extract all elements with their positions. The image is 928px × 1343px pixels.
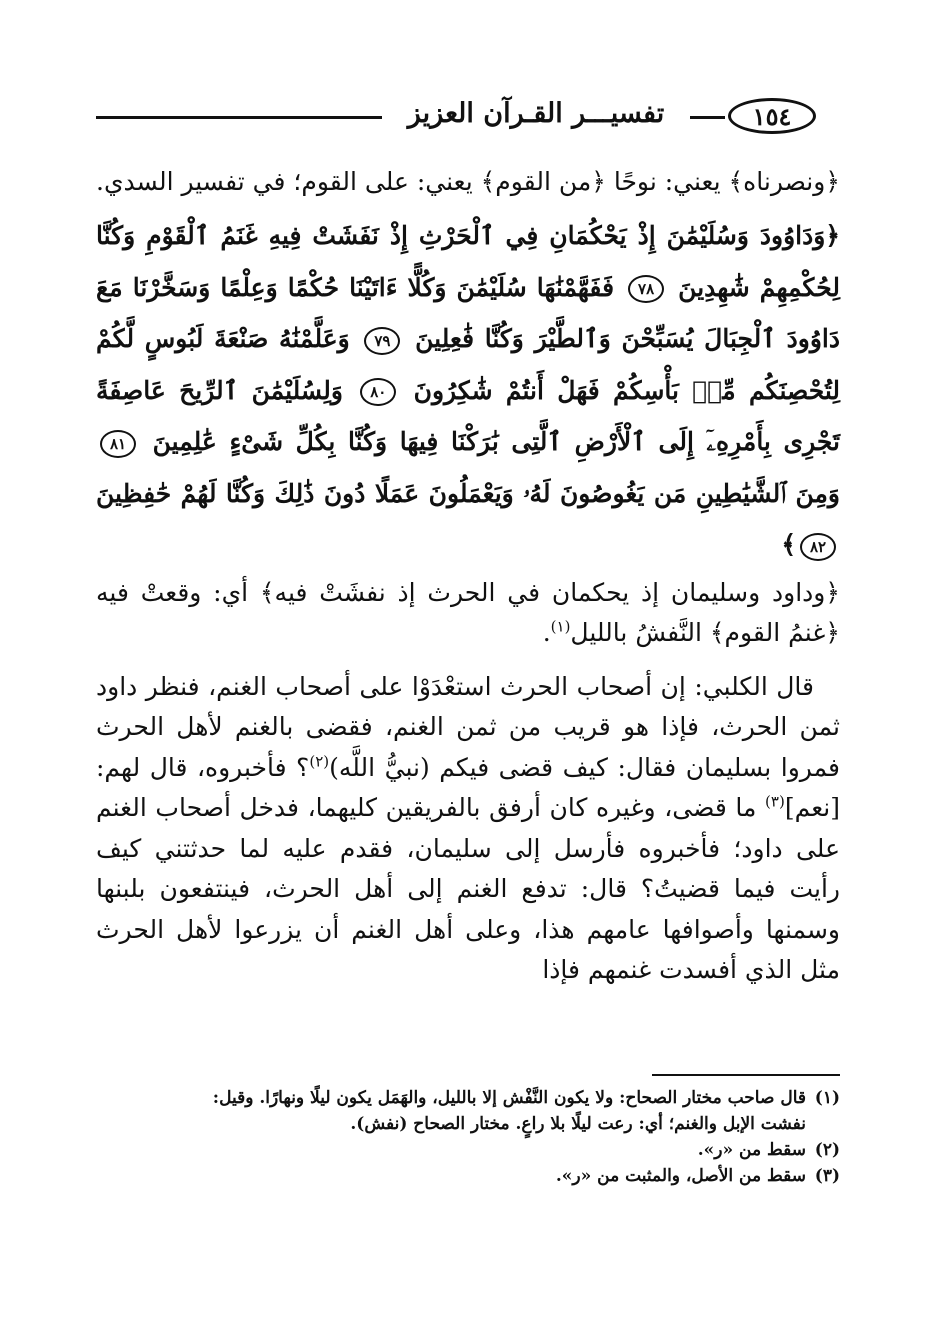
footnote-1-number: (١)	[814, 1088, 840, 1108]
footnote-3-number: (٣)	[814, 1166, 840, 1186]
paragraph-commentary	[96, 573, 840, 653]
ayah-marker-79: ٧٩	[364, 327, 400, 355]
footnotes	[96, 1085, 840, 1189]
footnote-2	[96, 1137, 840, 1163]
quran-close-brace: ﴾	[781, 530, 796, 559]
footnote-1-text: قال صاحب مختار الصحاح: ولا يكون النَّفْش إلا بالليل، والهَمَل يكون ليلًا ونهارًا. وقيل:	[212, 1088, 806, 1108]
paragraph-intro: ﴿ونصرناه﴾ يعني: نوحًا ﴿من القوم﴾ يعني: على القوم؛ في تفسير السدي.	[96, 167, 840, 196]
footnote-3-text: سقط من الأصل، والمثبت من «ر».	[555, 1166, 806, 1186]
kalbi-text-b: ؟ فأخبروه، قال لهم: [نعم]	[96, 752, 840, 822]
quran-open-brace: ﴿	[825, 221, 840, 250]
quran-passage	[96, 210, 840, 571]
footnote-3	[96, 1163, 840, 1189]
footnote-ref-2: (٢)	[309, 752, 330, 771]
ayah-marker-78: ٧٨	[628, 275, 664, 303]
ayah-marker-80: ٨٠	[360, 378, 396, 406]
commentary-text: ﴿وداود وسليمان إذ يحكمان في الحرث إذ نفشَتْ فيه﴾ أي: وقعتْ فيه ﴿غنمُ القوم﴾ النَّفشُ بالليل	[96, 577, 840, 647]
header-rule-right	[690, 116, 725, 119]
footnote-2-text: سقط من «ر».	[697, 1140, 806, 1160]
footnote-separator	[652, 1074, 840, 1076]
kalbi-text-a: قال الكلبي: إن أصحاب الحرث استعْدَوْا على أصحاب الغنم، فنظر داود ثمن الحرث، فإذا هو قريب من ثمن الغنم، فقضى بالغنم لأهل الحرث فمروا بسليمان فقال: كيف قضى فيكم (نبيُّ اللَّه)	[96, 671, 840, 782]
footnote-2-number: (٢)	[814, 1140, 840, 1160]
header-rule-left	[96, 116, 140, 119]
book-page	[96, 88, 840, 1318]
quran-verse-78: وَدَاوُودَ وَسُلَيْمَٰنَ إِذْ يَحْكُمَانِ فِي ٱلْحَرْثِ إِذْ نَفَشَتْ فِيهِ غَنَمُ ٱلْقَوْمِ وَكُنَّا لِحُكْمِهِمْ شَٰهِدِينَ	[96, 221, 840, 302]
commentary-end: .	[542, 617, 551, 647]
paragraph-kalbi	[96, 667, 840, 991]
footnote-ref-1: (١)	[550, 617, 571, 636]
ayah-marker-81: ٨١	[100, 430, 136, 458]
quran-verse-82: وَمِنَ ٱلشَّيَٰطِينِ مَن يَغُوصُونَ لَهُۥ وَيَعْمَلُونَ عَمَلًا دُونَ ذَٰلِكَ وَكُنَّا لَهُمْ حَٰفِظِينَ	[96, 478, 840, 508]
footnote-1-continuation: نفشت الإبل والغنم؛ أي: رعت ليلًا بلا راعٍ. مختار الصحاح (نفش).	[350, 1114, 806, 1134]
footnote-ref-3: (٣)	[765, 792, 785, 811]
quran-verse-79: فَفَهَّمْنَٰهَا سُلَيْمَٰنَ وَكُلًّا ءَاتَيْنَا حُكْمًا وَعِلْمًا وَسَخَّرْنَا مَعَ دَاوُودَ ٱلْجِبَالَ يُسَبِّحْنَ وَٱلطَّيْرَ وَكُنَّا فَٰعِلِينَ	[96, 272, 840, 353]
quran-verse-81: وَلِسُلَيْمَٰنَ ٱلرِّيحَ عَاصِفَةً تَجْرِى بِأَمْرِهِۦٓ إِلَى ٱلْأَرْضِ ٱلَّتِى بَٰرَكْنَا فِيهَا وَكُنَّا بِكُلِّ شَىْءٍ عَٰلِمِينَ	[96, 375, 840, 456]
page-header	[96, 88, 840, 144]
footnote-1	[96, 1085, 840, 1111]
quran-verse-80: وَعَلَّمْنَٰهُ صَنْعَةَ لَبُوسٍ لَّكُمْ لِتُحْصِنَكُم مِّنۢ بَأْسِكُمْ فَهَلْ أَنتُمْ شَٰكِرُونَ	[96, 324, 840, 405]
page-number: ١٥٤	[728, 98, 816, 134]
ayah-marker-82: ٨٢	[800, 533, 836, 561]
kalbi-text-c: ما قضى، وغيره كان أرفق بالفريقين كليهما، فدخل أصحاب الغنم على داود؛ فأخبروه فأرسل إلى سليمان، فقدم عليه لما حدثتني كيف رأيت فيما قضيتُ؟ قال: تدفع الغنم إلى أهل الحرث، فينتفعون بلبنها وسمنها وأصوافها عامهم هذا، وعلى أهل الغنم أن يزرعوا لأهل الحرث مثل الذي أفسدت غنمهم فإذا	[96, 793, 840, 984]
running-title: تفسيـــر القـرآن العزيز	[407, 98, 665, 129]
